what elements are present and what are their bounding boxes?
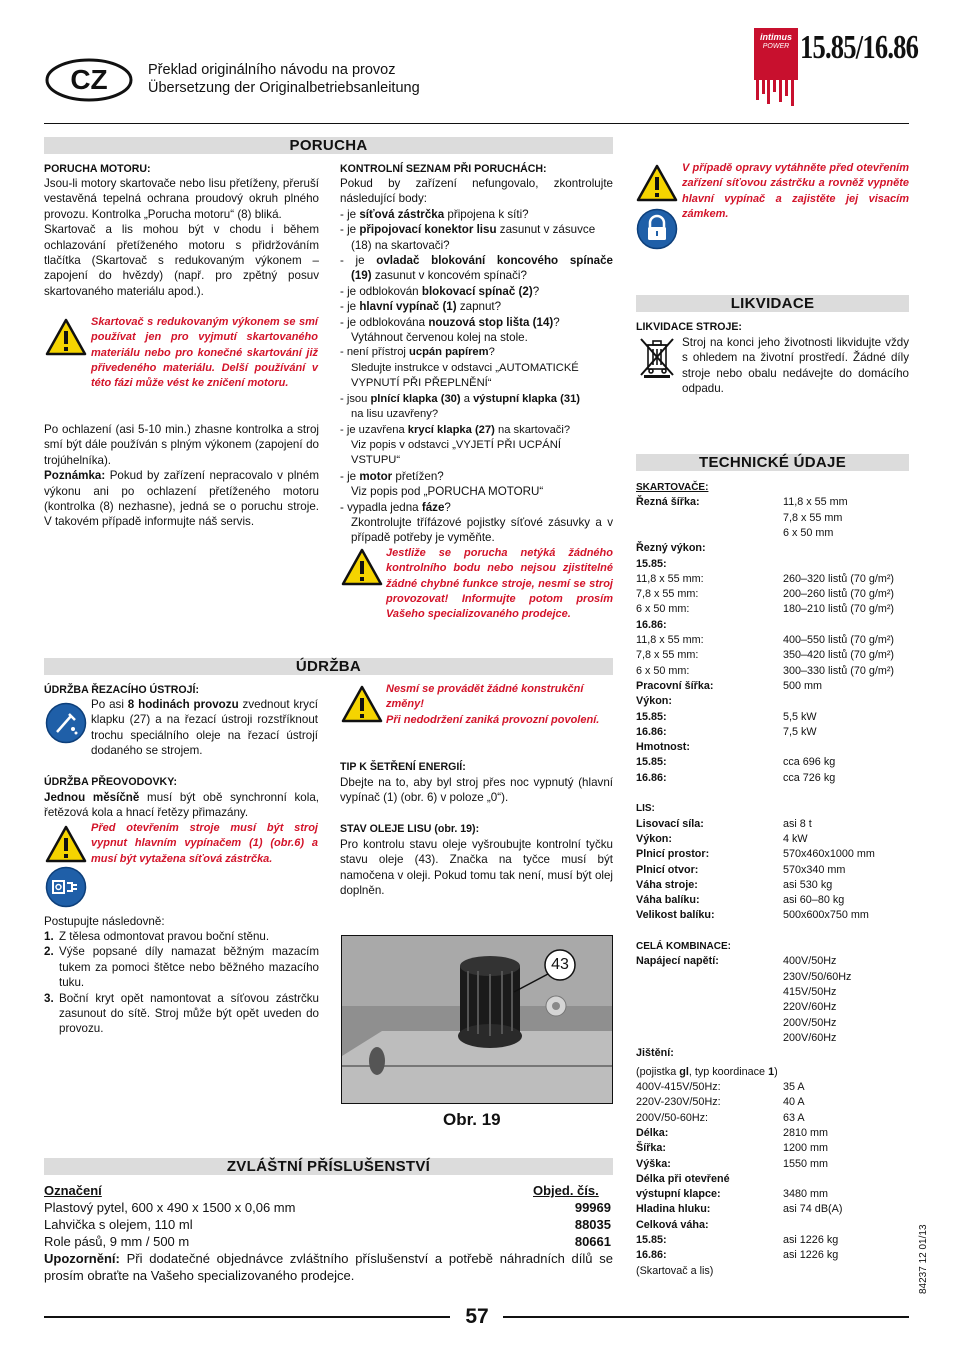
spec-label: 6 x 50 mm:	[636, 603, 690, 616]
section-bar-accessories: ZVLÁŠTNÍ PŘÍSLUŠENSTVÍ	[44, 1158, 613, 1175]
step-number: 1.	[44, 930, 54, 943]
spec-label: Lisovací síla:	[636, 817, 704, 830]
spec-value: 7,8 x 55 mm	[783, 511, 843, 524]
accessories-col-order: Objed. čís.	[533, 1183, 599, 1198]
step-text: Výše popsané díly namazat běžným mazacím tukem za pomoci štětce nebo běžného mazacího tuku.	[59, 945, 319, 990]
footer-rule-left	[44, 1316, 450, 1318]
spec-value: asi 74 dB(A)	[783, 1203, 843, 1216]
header-subtitle-cz: Překlad originálního návodu na provoz	[148, 62, 396, 78]
gear-warning-text: Před otevřením stroje musí být stroj vypnut hlavním vypínačem (1) (obr.6) a musí být vytažena síťová zástrčka.	[91, 822, 318, 865]
spec-value: 7,5 kW	[783, 725, 817, 738]
energy-tip-heading: TIP K ŠETŘENÍ ENERGIÍ:	[340, 761, 466, 773]
step-number: 2.	[44, 945, 54, 959]
gear-maintenance-heading: ÚDRŽBA PŘEOVODOVKY:	[44, 776, 178, 788]
modification-warning: Nesmí se provádět žádné konstrukční změny! Při nedodržení zaniká provozní povolení.	[386, 683, 600, 726]
spec-value: 400–550 listů (70 g/m²)	[783, 634, 895, 646]
warning-icon	[636, 164, 678, 202]
spec-label: Hmotnost:	[636, 741, 690, 754]
spec-value: 570x460x1000 mm	[783, 848, 875, 861]
spec-label: CELÁ KOMBINACE:	[636, 941, 731, 952]
motor-fault-note	[44, 468, 319, 530]
cutter-maintenance-text: Po asi 8 hodinách provozu zvednout krycí klapku (27) a na řezací ústroji rozstříknout trochu speciálního oleje na řezací ústrojí dodaného se strojem.	[91, 698, 318, 758]
spec-label: 16.86:	[636, 1249, 667, 1262]
spec-label: 11,8 x 55 mm:	[636, 634, 704, 646]
checklist-item: - je uzavřena krycí klapka (27) na skartovači? Viz popis v odstavci „VYJETÍ PŘI UCPÁNÍ VSTUPU“	[340, 423, 571, 467]
spec-label: 6 x 50 mm:	[636, 664, 690, 677]
spec-label: Velikost balíku:	[636, 909, 715, 922]
spec-value: 200–260 listů (70 g/m²)	[783, 588, 895, 601]
spec-label: 15.85:	[636, 1234, 667, 1246]
accessory-name: Lahvička s olejem, 110 ml	[44, 1217, 193, 1232]
accessory-row	[44, 1216, 613, 1233]
figure-19-caption: Obr. 19	[443, 1110, 501, 1129]
step-number: 3.	[44, 991, 54, 1005]
fuse-note: (pojistka gl, typ koordinace 1)	[636, 1066, 778, 1078]
accessories-list	[44, 1199, 613, 1250]
spec-label: 200V/50-60Hz:	[636, 1111, 709, 1124]
spec-label: 220V-230V/50Hz:	[636, 1096, 721, 1109]
warning-icon	[45, 825, 87, 863]
spec-value: asi 1226 kg	[783, 1249, 839, 1262]
language-badge	[44, 57, 134, 103]
spec-label: Hladina hluku:	[636, 1203, 711, 1216]
checklist-warning-text: Jestliže se porucha netýká žádného kontrolního bodu nebo nejsou zjistitelné žádné chybné funkce stroje, nesmí se stroj provozovat! Informujte potom prosím Vašeho specializovaného prodejce.	[386, 547, 613, 621]
doc-code: 84237 12 01/13	[918, 1224, 929, 1294]
section-bar-udrzba: ÚDRŽBA	[44, 658, 613, 675]
section-bar-porucha: PORUCHA	[44, 137, 613, 154]
spec-value: 350–420 listů (70 g/m²)	[783, 649, 895, 662]
spec-value: 180–210 listů (70 g/m²)	[783, 603, 895, 616]
motor-fault-heading: PORUCHA MOTORU:	[44, 163, 151, 175]
page-number: 57	[465, 1305, 489, 1328]
spec-label: Jištění:	[636, 1047, 674, 1060]
motor-fault-block	[44, 163, 319, 299]
spec-label: Celková váha:	[636, 1218, 709, 1231]
spec-label: SKARTOVAČE:	[636, 482, 709, 493]
spec-value: 230V/50/60Hz	[783, 970, 852, 983]
spec-label: Výkon:	[636, 832, 672, 845]
spec-label: 7,8 x 55 mm:	[636, 588, 699, 601]
spec-value: 500 mm	[783, 679, 823, 692]
checklist-item: - je odblokován blokovací spínač (2)?	[340, 284, 540, 298]
motor-fault-p3: Po ochlazení (asi 5-10 min.) zhasne kontrolka a stroj smí být dále používán s plným výkonem (zapojení do trojúhelníka).	[44, 423, 319, 467]
warning-icon	[341, 685, 383, 723]
spec-label: Váha stroje:	[636, 878, 698, 891]
gear-maintenance-text: Jednou měsíčně musí být obě synchronní kola, řetězová kola a hnací řetězy přimazány.	[44, 791, 319, 820]
motor-fault-p1: Jsou-li motory skartovače nebo lisu přetíženy, přeruší vestavěná tepelná ochrana proudový okruh plného provozu. Kontrolka „Porucha motoru“ (8) bliká.	[44, 177, 319, 221]
tech-table	[636, 480, 909, 1060]
spec-value: asi 60–80 kg	[783, 894, 845, 907]
spec-value: 260–320 listů (70 g/m²)	[783, 572, 895, 585]
spec-label: Plnicí prostor:	[636, 848, 710, 861]
spec-label: výstupní klapce:	[636, 1188, 721, 1201]
steps-list	[44, 929, 319, 1037]
checklist-item: - je odblokována nouzová stop lišta (14)? Vytáhnout červenou kolej na stole.	[340, 315, 560, 345]
oil-level-text: Pro kontrolu stavu oleje vyšroubujte kontrolní tyčku stavu oleje (43). Značka na tyčce musí být namočena v oleji. Pokud tomu tak není, musí být olej doplněn.	[340, 838, 613, 898]
checklist-item: - je motor přetížen? Viz popis pod „PORUCHA MOTORU“	[340, 469, 544, 499]
spec-label: 15.85:	[636, 710, 667, 723]
repair-warning-text: V případě opravy vytáhněte před otevřením zařízení síťovou zástrčku a rovněž vypněte hlavní vypínač a zajistěte jej visacím zámkem.	[682, 162, 909, 220]
energy-tip-text: Dbejte na to, aby byl stroj přes noc vypnutý (hlavní vypínač (1) (obr. 6) v poloze „0“).	[340, 776, 613, 805]
spec-value: cca 696 kg	[783, 756, 836, 769]
spec-label: Plnicí otvor:	[636, 863, 699, 876]
spec-value: 200V/50Hz	[783, 1016, 837, 1029]
spec-label: Řezný výkon:	[636, 542, 706, 555]
brand-name: intimus	[759, 32, 792, 42]
checklist-item: - je síťová zástrčka připojena k síti?	[340, 207, 529, 221]
note-text: Pokud by zařízení nepracovalo v plném výkonu ani po ochlazení přetíženého motoru (kontrolka (8) nezhasne), jedná se o poruchu stroje. V takovém případě informujte náš servis.	[44, 469, 319, 529]
spec-label: LIS:	[636, 803, 655, 815]
brand-sub: POWER	[762, 43, 790, 50]
model-title: 15.85/16.86	[800, 29, 919, 66]
spec-label: Napájecí napětí:	[636, 955, 719, 968]
checklist-item: - není přístroj ucpán papírem? Sledujte instrukce v odstavci „AUTOMATICKÉ VYPNUTÍ PŘI PŘEPLNĚNÍ“	[340, 346, 579, 390]
spec-value: 3480 mm	[783, 1188, 829, 1201]
section-bar-tech: TECHNICKÉ ÚDAJE	[636, 454, 909, 471]
accessory-order-number: 88035	[574, 1217, 611, 1232]
accessory-order-number: 99969	[574, 1200, 611, 1215]
spec-label: Výkon:	[636, 695, 672, 708]
motor-fault-p3-block	[44, 422, 319, 530]
spec-label: 400V-415V/50Hz:	[636, 1081, 721, 1093]
warning-icon	[341, 548, 383, 586]
checklist-item-cont: (19) zasunut v koncovém spínači?	[351, 269, 527, 283]
motor-warning-text: Skartovač s redukovaným výkonem se smí používat jen pro vyjmutí skartovaného materiálu nebo pro konečné skartování již přivedeného materiálu. Delší používání v této fázi může vést ke zničení motoru.	[91, 316, 318, 390]
spec-label: 16.86:	[636, 618, 667, 631]
spec-label: Délka:	[636, 1126, 669, 1139]
step-text: Boční kryt opět namontovat a síťovou zástrčku zasunout do sítě. Stroj může být opět uveden do provozu.	[59, 991, 319, 1036]
spec-label: 16.86:	[636, 725, 667, 738]
spec-label: 15.85:	[636, 557, 667, 570]
accessories-col-label: Označení	[44, 1183, 102, 1198]
spec-value: 1550 mm	[783, 1157, 829, 1170]
accessory-order-number: 80661	[574, 1234, 611, 1249]
tech-table-2	[636, 1080, 909, 1290]
spec-label: Pracovní šířka:	[636, 679, 714, 692]
checklist-item: - je připojovací konektor lisu zasunut v zásuvce (18) na skartovači?	[340, 223, 596, 252]
step-item	[44, 929, 319, 944]
spec-label: Výška:	[636, 1157, 671, 1170]
spec-label: 11,8 x 55 mm:	[636, 572, 704, 585]
spec-value: 6 x 50 mm	[783, 526, 834, 539]
accessories-note: Upozornění: Při dodatečné objednávce zvláštního příslušenství a potřebě náhradních dílů se prosím obraťte na Vašeho specializovaného prodejce.	[44, 1251, 613, 1283]
spec-value: asi 530 kg	[783, 878, 833, 891]
checklist-item: - je ovladač blokování koncového spínače	[340, 254, 613, 268]
section-bar-likvidace: LIKVIDACE	[636, 295, 909, 312]
checklist-item: - je hlavní vypínač (1) zapnut?	[340, 300, 502, 314]
spec-value: 5,5 kW	[783, 710, 817, 723]
brand-logo	[754, 28, 798, 108]
note-label: Poznámka:	[44, 469, 106, 483]
steps-intro: Postupujte následovně:	[44, 915, 165, 928]
footer-rule-right	[503, 1316, 909, 1318]
spec-value: 400V/50Hz	[783, 955, 837, 968]
checklist-item: - vypadla jedna fáze? Zkontrolujte třífázové pojistky síťové zásuvky a v případě potřeby je vyměňte.	[340, 500, 613, 545]
checklist-intro: Pokud by zařízení nefungovalo, zkontrolujte následující body:	[340, 177, 613, 206]
spec-value: 63 A	[783, 1111, 805, 1124]
spec-label: Délka při otevřené	[636, 1172, 730, 1185]
step-item	[44, 944, 319, 990]
step-text: Z tělesa odmontovat pravou boční stěnu.	[59, 930, 270, 943]
spec-value: 200V/60Hz	[783, 1031, 837, 1044]
disposal-heading: LIKVIDACE STROJE:	[636, 321, 742, 333]
oil-level-heading: STAV OLEJE LISU (obr. 19):	[340, 823, 480, 835]
motor-fault-p2: Skartovač a lis mohou být v chodu i během ochlazování přetíženého motoru s přidržováním tlačítka (Skartovač s redukovaným výkonem – zapojení do hvězdy) (např. pro zpětný posuv skartovaného materiálu apod.).	[44, 223, 319, 298]
accessory-name: Plastový pytel, 600 x 490 x 1500 x 0,06 mm	[44, 1200, 296, 1215]
accessory-row	[44, 1199, 613, 1216]
spec-label: Šířka:	[636, 1142, 667, 1155]
spec-value: 500x600x750 mm	[783, 909, 869, 922]
crossed-bin-icon	[638, 336, 676, 378]
spec-value: 40 A	[783, 1096, 805, 1109]
spec-label: 16.86:	[636, 771, 667, 784]
spec-value: 570x340 mm	[783, 863, 846, 876]
header-rule	[44, 123, 909, 124]
accessory-name: Role pásů, 9 mm / 500 m	[44, 1234, 190, 1249]
unplug-icon	[45, 866, 87, 908]
spec-value: 415V/50Hz	[783, 985, 837, 998]
spec-value: 11,8 x 55 mm	[783, 496, 848, 509]
figure-callout-number: 43	[551, 956, 569, 973]
header-subtitle-de: Übersetzung der Originalbetriebsanleitung	[148, 80, 420, 96]
spec-value: cca 726 kg	[783, 771, 836, 784]
oiling-icon	[45, 702, 87, 744]
step-item	[44, 991, 319, 1037]
spec-label: (Skartovač a lis)	[636, 1264, 714, 1277]
figure-19-photo	[341, 935, 613, 1104]
checklist-heading: KONTROLNÍ SEZNAM PŘI PORUCHÁCH:	[340, 163, 547, 175]
spec-label: Váha balíku:	[636, 894, 700, 907]
spec-value: asi 8 t	[783, 817, 812, 830]
spec-value: 220V/60Hz	[783, 1001, 837, 1014]
checklist-block	[340, 163, 613, 546]
warning-icon	[45, 318, 87, 356]
spec-value: 300–330 listů (70 g/m²)	[783, 664, 895, 677]
spec-value: 35 A	[783, 1081, 805, 1093]
spec-label: Řezná šířka:	[636, 496, 700, 509]
language-code: CZ	[70, 64, 108, 95]
spec-value: 1200 mm	[783, 1142, 829, 1155]
cutter-maintenance-heading: ÚDRŽBA ŘEZACÍHO ÚSTROJÍ:	[44, 684, 199, 696]
spec-label: 7,8 x 55 mm:	[636, 649, 699, 662]
spec-value: 4 kW	[783, 832, 808, 845]
accessory-row	[44, 1233, 613, 1250]
spec-label: 15.85:	[636, 756, 667, 769]
spec-value: asi 1226 kg	[783, 1234, 839, 1246]
disposal-text: Stroj na konci jeho životnosti likvidujte vždy s ohledem na životní prostředí. Žádné díly stroje nebo obalu nedávejte do domácího odpadu.	[682, 336, 909, 396]
checklist-item: - jsou plnící klapka (30) a výstupní klapka (31) na lisu uzavřeny?	[340, 392, 581, 421]
padlock-icon	[636, 208, 678, 250]
spec-value: 2810 mm	[783, 1126, 829, 1139]
